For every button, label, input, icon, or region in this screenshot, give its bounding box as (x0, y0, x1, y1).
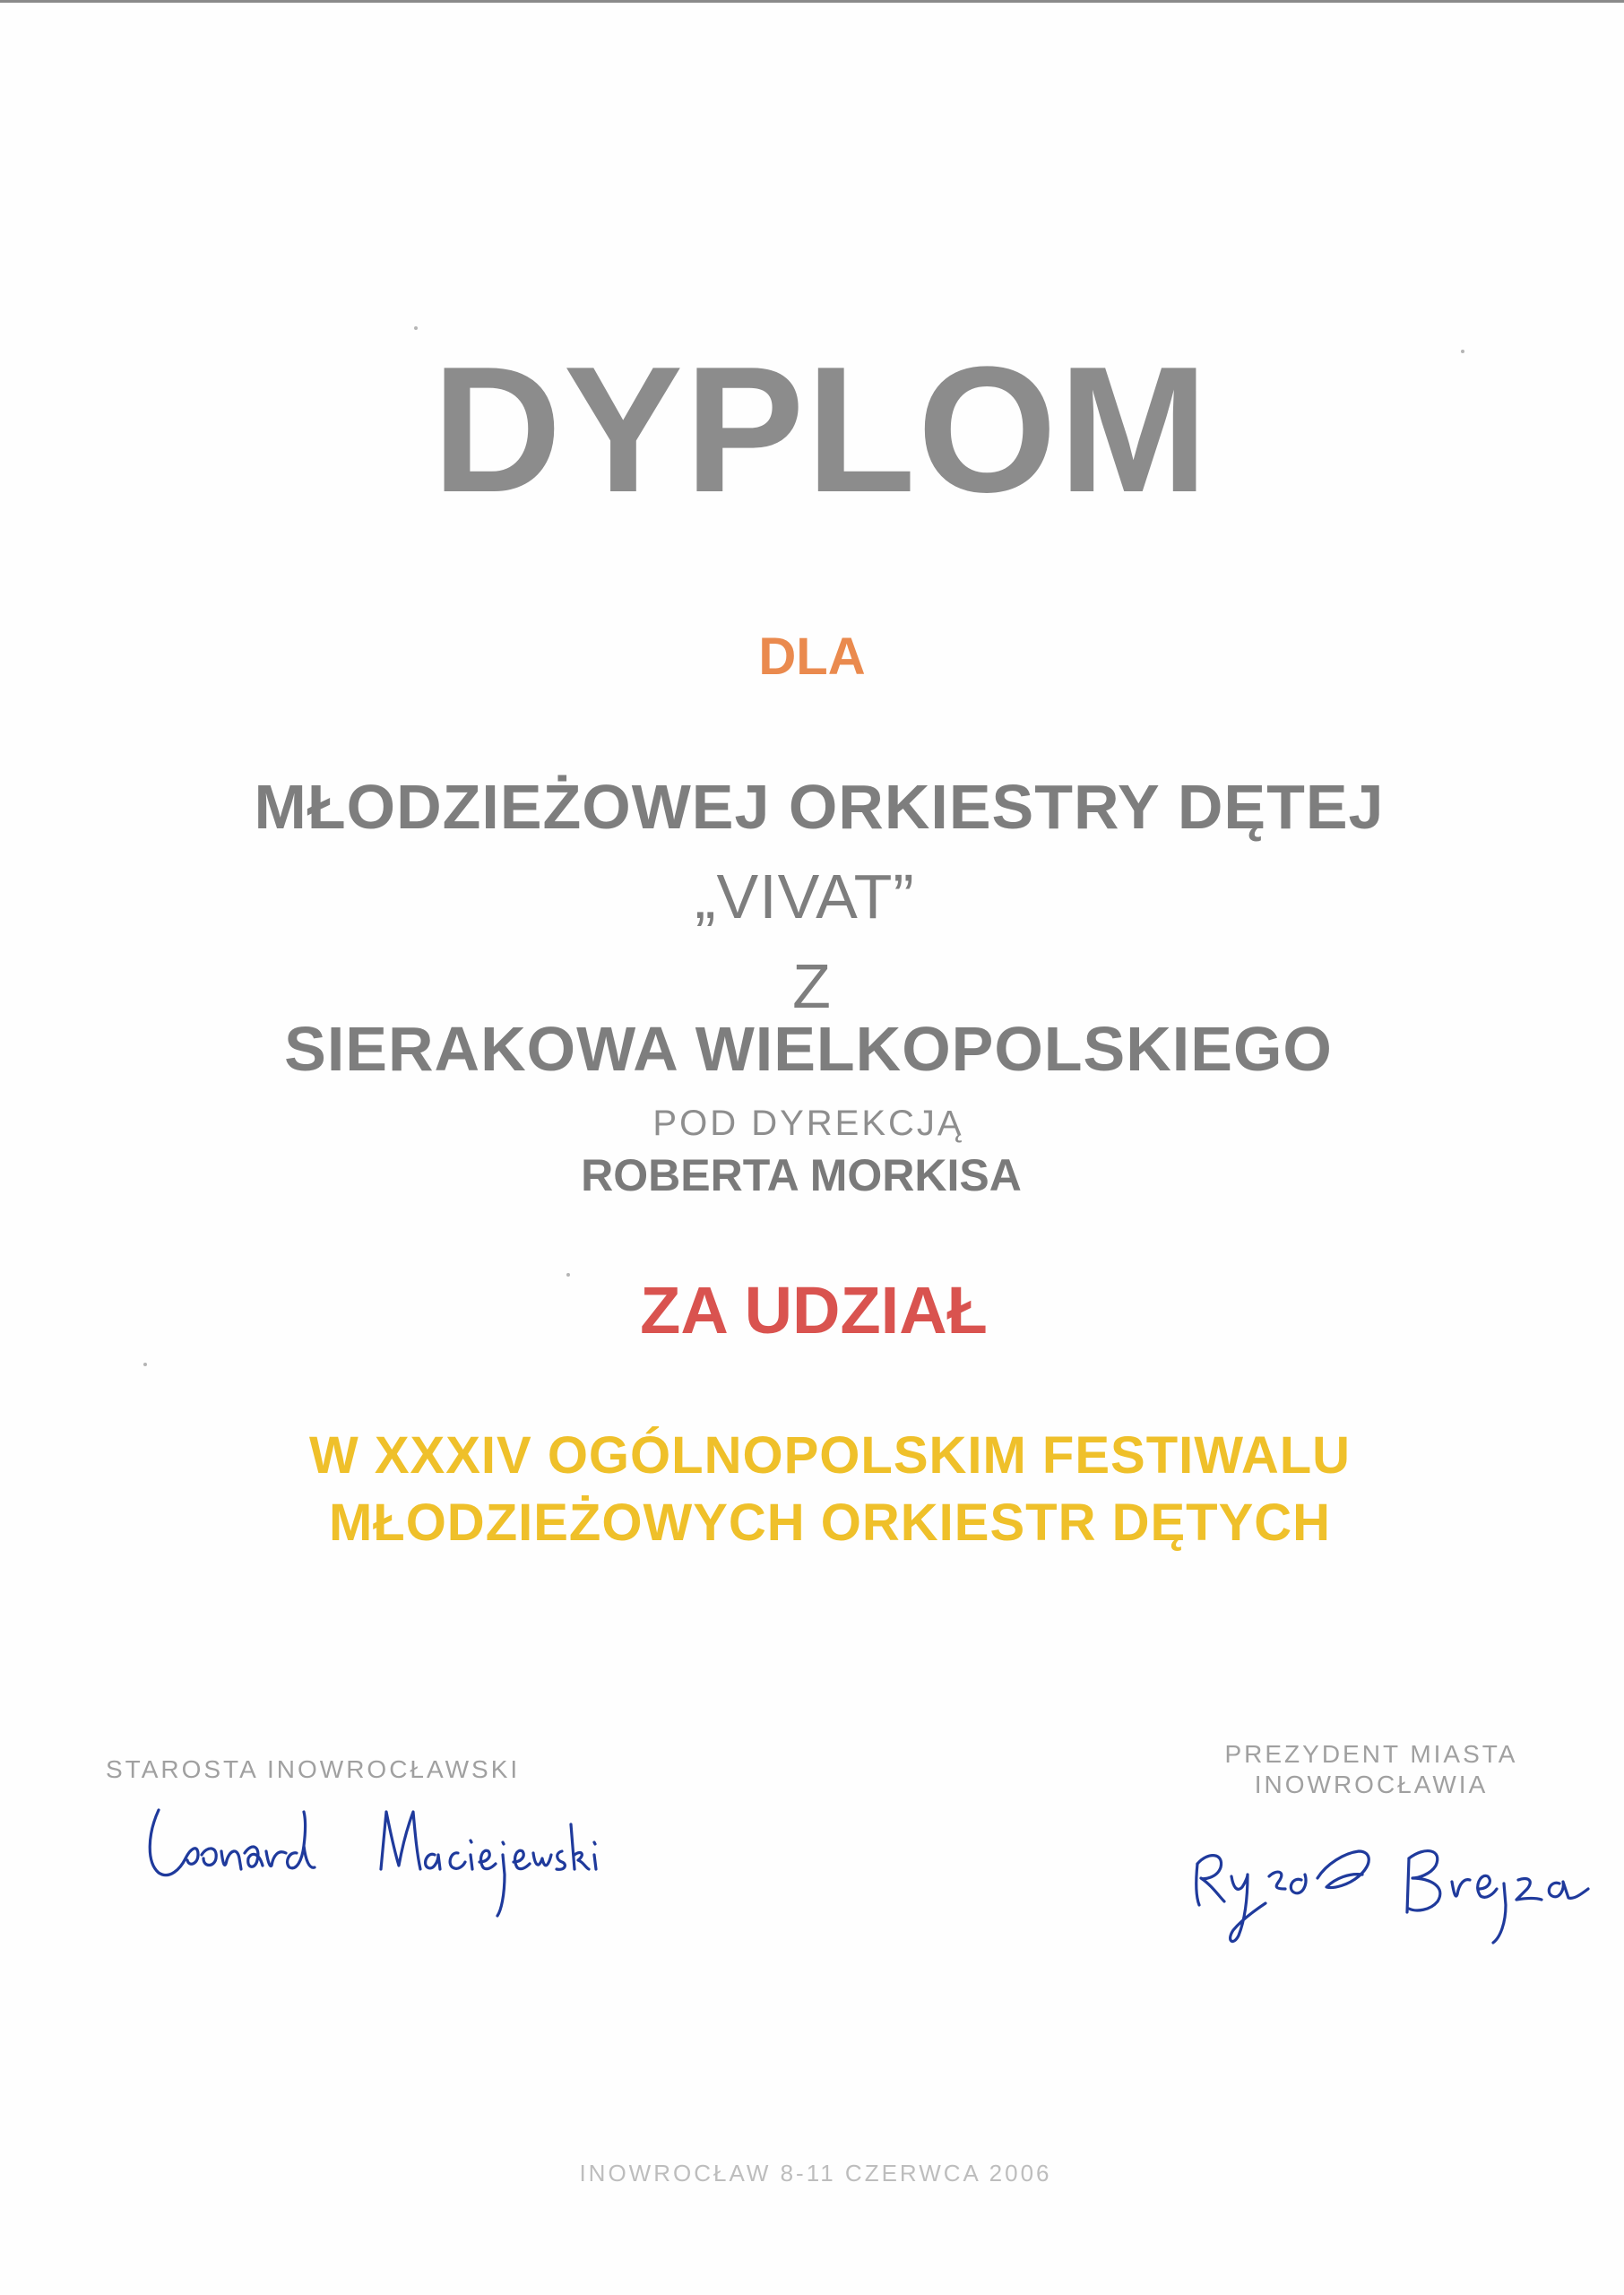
award-reason: ZA UDZIAŁ (640, 1273, 988, 1347)
left-signatory-title: STAROSTA INOWROCŁAWSKI (106, 1755, 521, 1783)
recipient-place: SIERAKOWA WIELKOPOLSKIEGO (284, 1014, 1333, 1084)
scan-top-edge (0, 0, 1624, 3)
festival-line-1: W XXXIV OGÓLNOPOLSKIM FESTIWALU (308, 1426, 1352, 1485)
recipient-orchestra-name: „VIVAT” (695, 862, 915, 931)
right-signature (1183, 1806, 1604, 1959)
diploma-title: DYPLOM (432, 330, 1210, 530)
scan-speck (414, 326, 418, 330)
festival-line-2: MŁODZIEŻOWYCH ORKIESTR DĘTYCH (328, 1494, 1332, 1552)
for-label: DLA (758, 628, 866, 686)
scan-speck (566, 1273, 570, 1277)
director-name: ROBERTA MORKISA (581, 1150, 1022, 1200)
right-signatory-title (1183, 1739, 1559, 1800)
scan-speck (1461, 350, 1464, 353)
place-and-date: INOWROCŁAW 8-11 CZERWCA 2006 (579, 2160, 1052, 2187)
left-signature (139, 1780, 605, 1932)
recipient-from-word: Z (792, 951, 832, 1021)
recipient-orchestra-line: MŁODZIEŻOWEJ ORKIESTRY DĘTEJ (254, 772, 1385, 842)
right-signatory-title-line2: INOWROCŁAWIA (1254, 1771, 1489, 1798)
right-signatory-title-line1: PREZYDENT MIASTA (1224, 1740, 1518, 1768)
scan-speck (143, 1363, 147, 1366)
direction-label: POD DYREKCJĄ (652, 1104, 964, 1143)
